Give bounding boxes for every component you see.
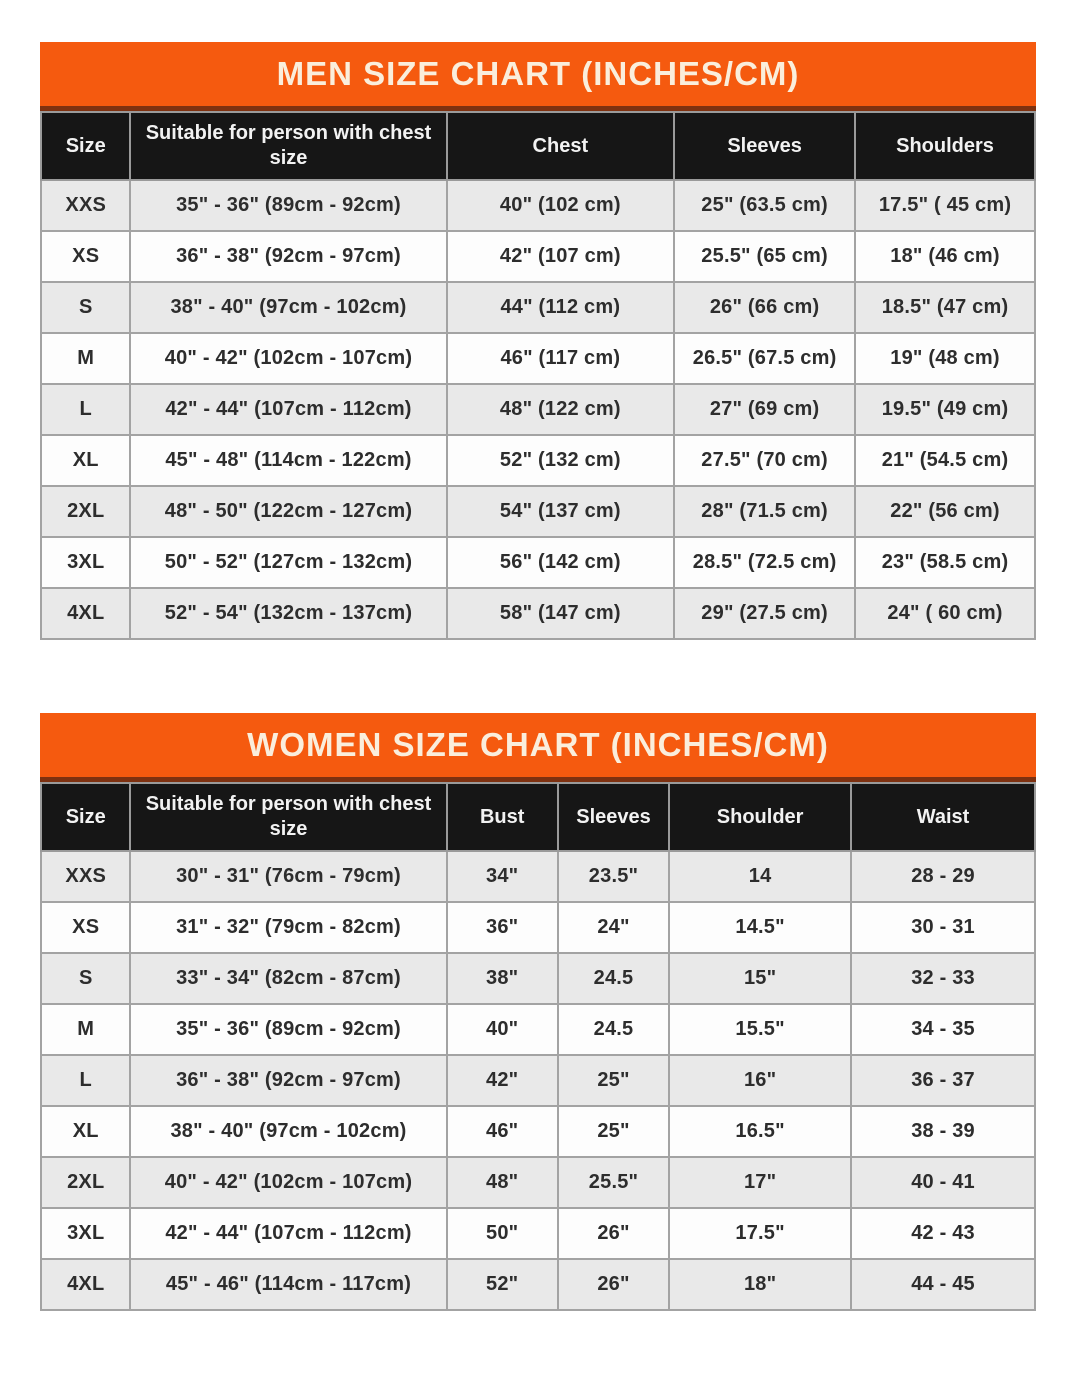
value-cell: 42" (107 cm) [447,231,675,282]
value-cell: 30 - 31 [851,902,1035,953]
value-cell: 36" - 38" (92cm - 97cm) [130,231,446,282]
value-cell: 28 - 29 [851,851,1035,902]
value-cell: 14 [669,851,851,902]
value-cell: 21" (54.5 cm) [855,435,1035,486]
value-cell: 50" [447,1208,558,1259]
value-cell: 40" - 42" (102cm - 107cm) [130,1157,446,1208]
size-cell: 2XL [41,1157,130,1208]
column-header: Shoulders [855,112,1035,180]
value-cell: 42" - 44" (107cm - 112cm) [130,1208,446,1259]
value-cell: 27" (69 cm) [674,384,855,435]
column-header: Chest [447,112,675,180]
size-cell: XXS [41,851,130,902]
value-cell: 36 - 37 [851,1055,1035,1106]
value-cell: 22" (56 cm) [855,486,1035,537]
table-row [41,851,1035,902]
value-cell: 24" [558,902,669,953]
value-cell: 52" - 54" (132cm - 137cm) [130,588,446,639]
size-cell: 2XL [41,486,130,537]
value-cell: 38" - 40" (97cm - 102cm) [130,1106,446,1157]
value-cell: 19.5" (49 cm) [855,384,1035,435]
value-cell: 44 - 45 [851,1259,1035,1310]
value-cell: 35" - 36" (89cm - 92cm) [130,1004,446,1055]
value-cell: 32 - 33 [851,953,1035,1004]
value-cell: 45" - 48" (114cm - 122cm) [130,435,446,486]
size-cell: XL [41,435,130,486]
table-row [41,435,1035,486]
value-cell: 36" [447,902,558,953]
value-cell: 28.5" (72.5 cm) [674,537,855,588]
value-cell: 17.5" [669,1208,851,1259]
table-row [41,953,1035,1004]
value-cell: 48" [447,1157,558,1208]
value-cell: 27.5" (70 cm) [674,435,855,486]
value-cell: 24" ( 60 cm) [855,588,1035,639]
table-row [41,1208,1035,1259]
women-chart-title-bar [40,713,1036,782]
column-header: Sleeves [558,783,669,851]
value-cell: 26.5" (67.5 cm) [674,333,855,384]
table-row [41,1106,1035,1157]
size-cell: XS [41,902,130,953]
value-cell: 38" [447,953,558,1004]
value-cell: 16.5" [669,1106,851,1157]
value-cell: 38 - 39 [851,1106,1035,1157]
value-cell: 18" [669,1259,851,1310]
value-cell: 52" (132 cm) [447,435,675,486]
table-row [41,1055,1035,1106]
size-cell: 4XL [41,1259,130,1310]
value-cell: 24.5 [558,1004,669,1055]
size-cell: 4XL [41,588,130,639]
value-cell: 26" [558,1259,669,1310]
women-chart-title: WOMEN SIZE CHART (INCHES/CM) [247,726,829,763]
table-row [41,588,1035,639]
table-row [41,282,1035,333]
value-cell: 25" (63.5 cm) [674,180,855,231]
table-row [41,384,1035,435]
table-row [41,486,1035,537]
men-chart-title: MEN SIZE CHART (INCHES/CM) [276,55,800,92]
value-cell: 17.5" ( 45 cm) [855,180,1035,231]
value-cell: 17" [669,1157,851,1208]
column-header: Suitable for person with chest size [130,112,446,180]
value-cell: 50" - 52" (127cm - 132cm) [130,537,446,588]
size-cell: L [41,384,130,435]
header-row [41,783,1035,851]
value-cell: 30" - 31" (76cm - 79cm) [130,851,446,902]
size-cell: XS [41,231,130,282]
value-cell: 48" - 50" (122cm - 127cm) [130,486,446,537]
value-cell: 42" - 44" (107cm - 112cm) [130,384,446,435]
column-header: Shoulder [669,783,851,851]
column-header: Bust [447,783,558,851]
table-row [41,231,1035,282]
size-cell: 3XL [41,1208,130,1259]
value-cell: 34 - 35 [851,1004,1035,1055]
table-row [41,537,1035,588]
value-cell: 15" [669,953,851,1004]
size-cell: 3XL [41,537,130,588]
value-cell: 19" (48 cm) [855,333,1035,384]
value-cell: 46" [447,1106,558,1157]
value-cell: 18.5" (47 cm) [855,282,1035,333]
value-cell: 58" (147 cm) [447,588,675,639]
value-cell: 14.5" [669,902,851,953]
value-cell: 52" [447,1259,558,1310]
value-cell: 40" (102 cm) [447,180,675,231]
value-cell: 33" - 34" (82cm - 87cm) [130,953,446,1004]
size-cell: L [41,1055,130,1106]
column-header: Waist [851,783,1035,851]
value-cell: 26" [558,1208,669,1259]
table-row [41,902,1035,953]
table-row [41,1004,1035,1055]
value-cell: 25.5" [558,1157,669,1208]
size-cell: S [41,282,130,333]
men-size-table [40,111,1036,640]
value-cell: 40" - 42" (102cm - 107cm) [130,333,446,384]
value-cell: 23" (58.5 cm) [855,537,1035,588]
value-cell: 25" [558,1055,669,1106]
value-cell: 56" (142 cm) [447,537,675,588]
header-row [41,112,1035,180]
women-size-chart-section [40,713,1036,1311]
column-header: Sleeves [674,112,855,180]
value-cell: 15.5" [669,1004,851,1055]
value-cell: 42" [447,1055,558,1106]
value-cell: 23.5" [558,851,669,902]
size-cell: XXS [41,180,130,231]
size-cell: S [41,953,130,1004]
men-size-chart-section [40,42,1036,640]
table-row [41,1259,1035,1310]
table-row [41,1157,1035,1208]
column-header: Size [41,112,130,180]
size-cell: XL [41,1106,130,1157]
value-cell: 46" (117 cm) [447,333,675,384]
size-cell: M [41,1004,130,1055]
value-cell: 45" - 46" (114cm - 117cm) [130,1259,446,1310]
women-size-table [40,782,1036,1311]
men-chart-title-bar [40,42,1036,111]
value-cell: 42 - 43 [851,1208,1035,1259]
value-cell: 28" (71.5 cm) [674,486,855,537]
value-cell: 40 - 41 [851,1157,1035,1208]
value-cell: 40" [447,1004,558,1055]
value-cell: 36" - 38" (92cm - 97cm) [130,1055,446,1106]
value-cell: 34" [447,851,558,902]
value-cell: 38" - 40" (97cm - 102cm) [130,282,446,333]
value-cell: 25" [558,1106,669,1157]
value-cell: 16" [669,1055,851,1106]
table-row [41,333,1035,384]
value-cell: 24.5 [558,953,669,1004]
table-row [41,180,1035,231]
column-header: Size [41,783,130,851]
value-cell: 29" (27.5 cm) [674,588,855,639]
value-cell: 44" (112 cm) [447,282,675,333]
value-cell: 18" (46 cm) [855,231,1035,282]
column-header: Suitable for person with chest size [130,783,446,851]
value-cell: 31" - 32" (79cm - 82cm) [130,902,446,953]
size-cell: M [41,333,130,384]
value-cell: 35" - 36" (89cm - 92cm) [130,180,446,231]
value-cell: 26" (66 cm) [674,282,855,333]
value-cell: 54" (137 cm) [447,486,675,537]
value-cell: 25.5" (65 cm) [674,231,855,282]
value-cell: 48" (122 cm) [447,384,675,435]
